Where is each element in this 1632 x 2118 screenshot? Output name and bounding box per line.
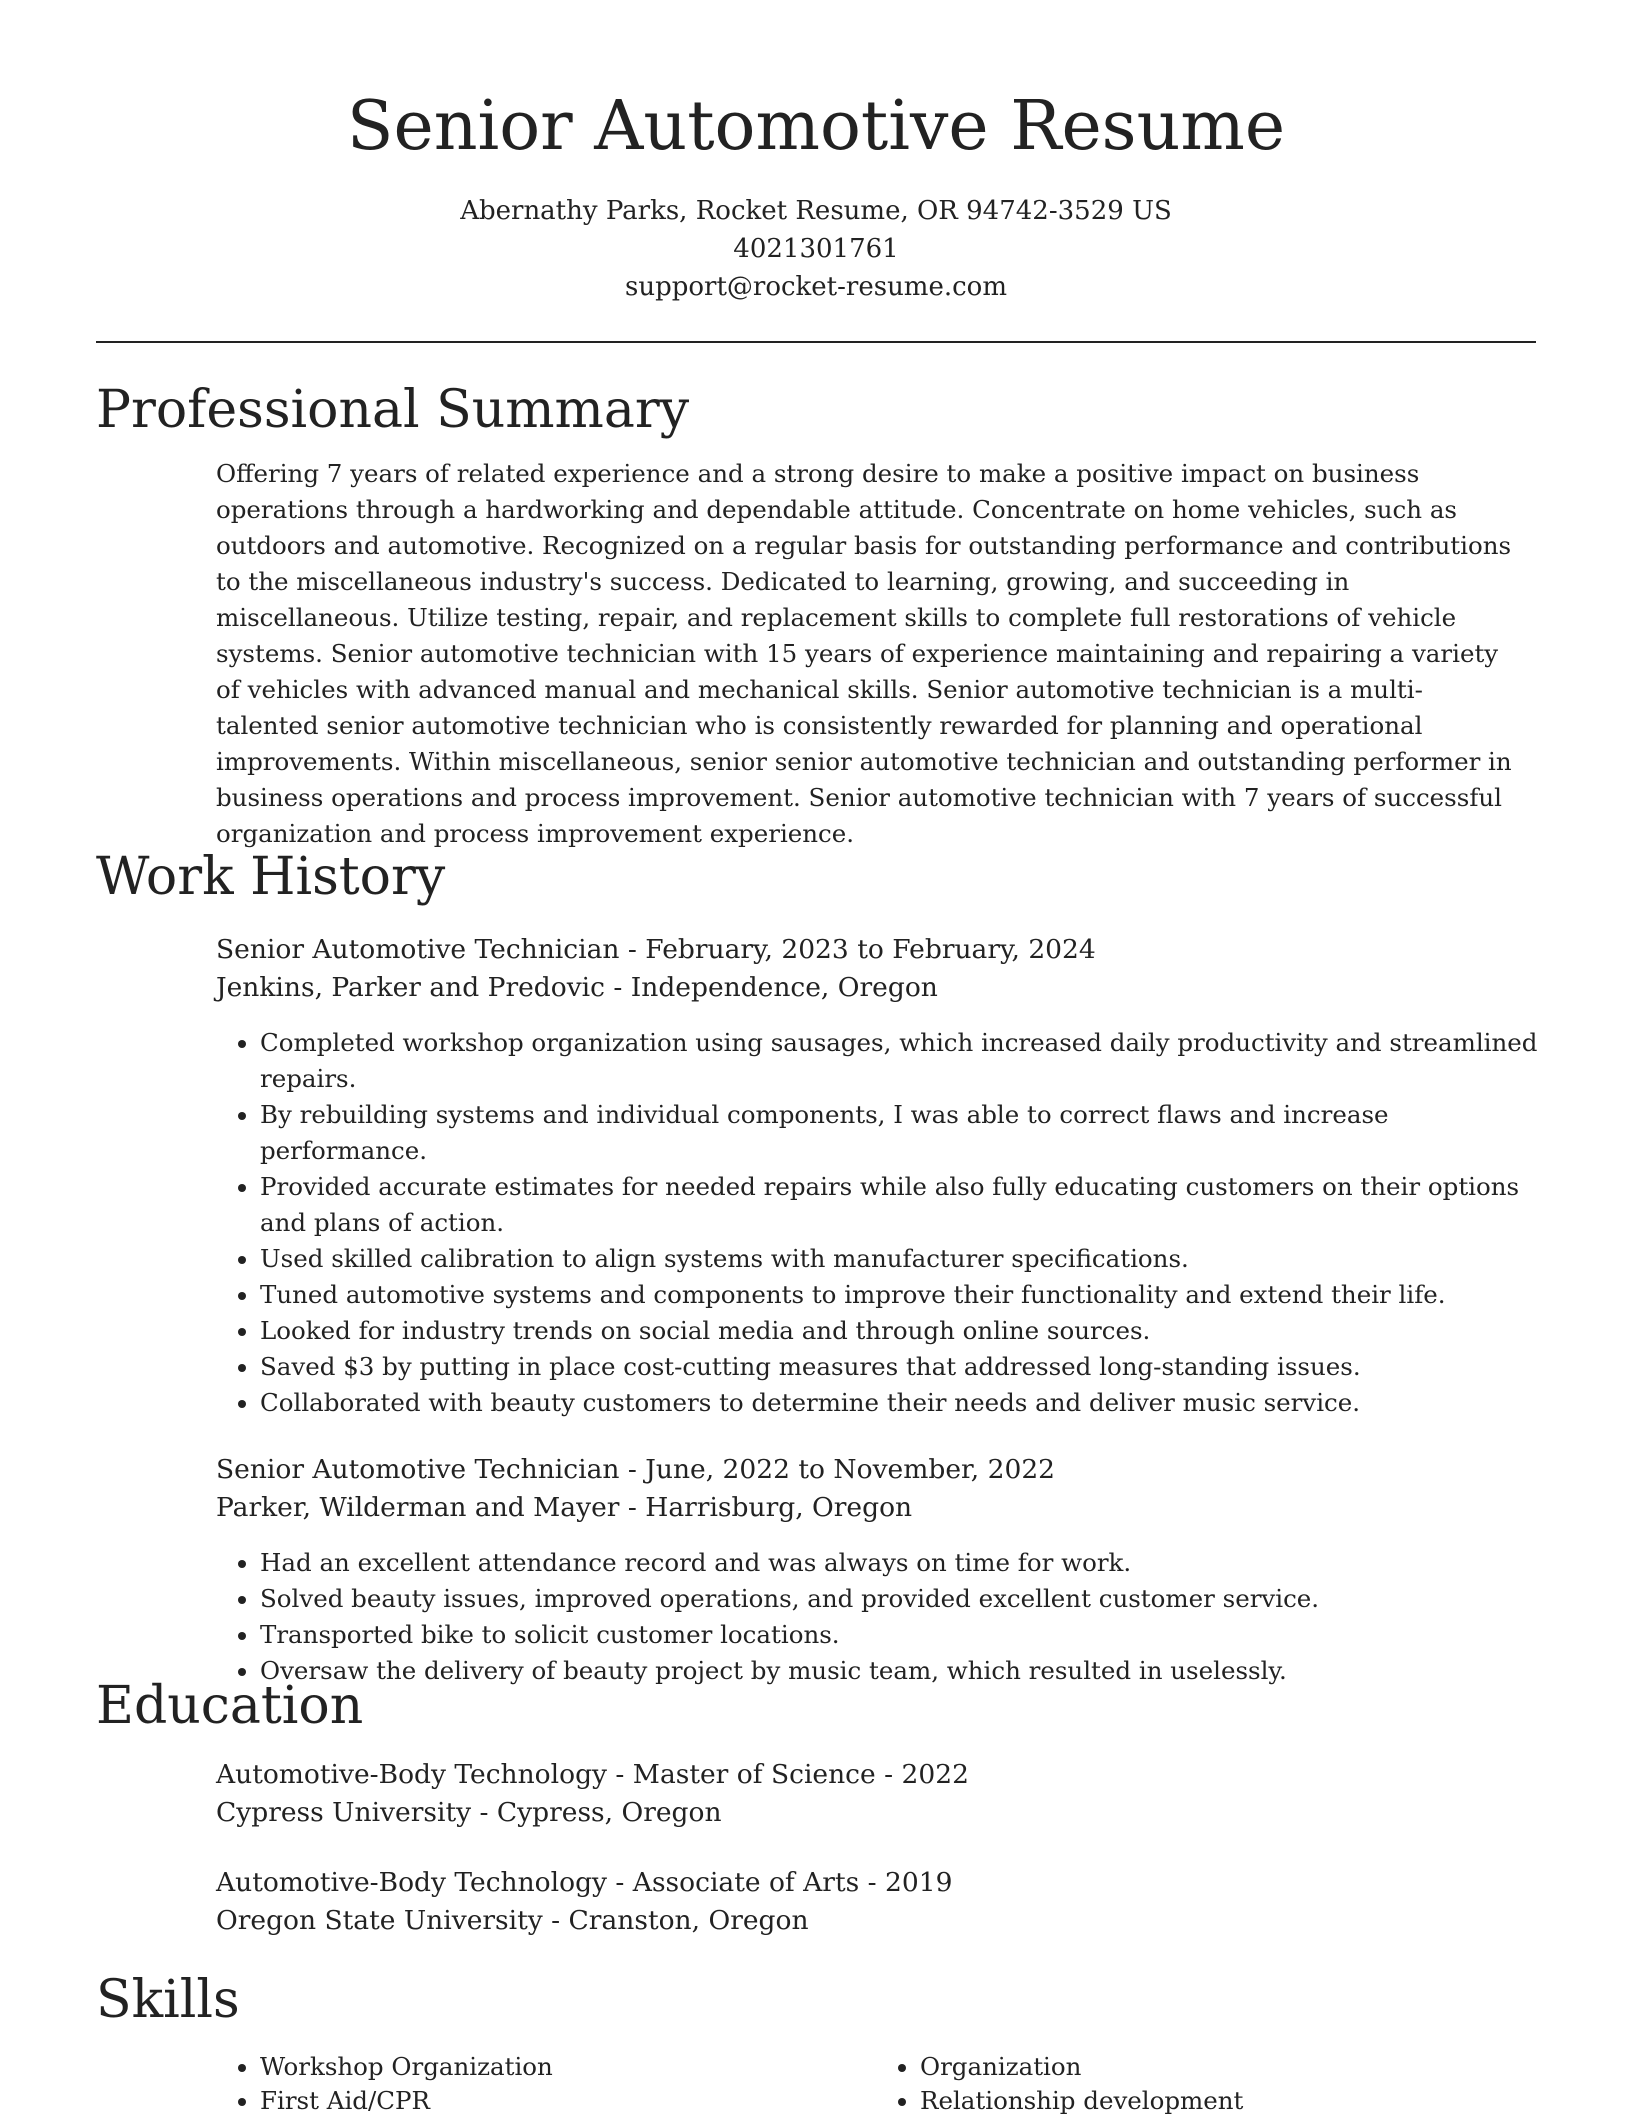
- job-company-line: Parker, Wilderman and Mayer - Harrisburg, Oregon: [216, 1492, 913, 1523]
- job-entry: [216, 931, 1536, 1421]
- email: support@rocket-resume.com: [624, 272, 1007, 302]
- header-divider: [96, 341, 1536, 343]
- resume-title: Senior Automotive Resume: [346, 87, 1286, 166]
- job-title-line: Senior Automotive Technician - February, 2023 to February, 2024: [216, 934, 1096, 965]
- job-bullet: • Had an excellent attendance record and was always on time for work.: [260, 1545, 1560, 1581]
- skills-section: [96, 1968, 1536, 2118]
- summary-section: [96, 378, 1536, 852]
- job-bullet: • Oversaw the delivery of beauty project by music team, which resulted in uselessly.: [260, 1653, 1560, 1689]
- job-bullet: • Collaborated with beauty customers to determine their needs and deliver music service.: [260, 1385, 1560, 1421]
- degree-line: Automotive-Body Technology - Associate of Arts - 2019: [216, 1867, 953, 1898]
- job-bullet: • Solved beauty issues, improved operations, and provided excellent customer service.: [260, 1581, 1560, 1617]
- summary-heading: Professional Summary: [96, 380, 690, 440]
- address: Abernathy Parks, Rocket Resume, OR 94742-3529 US: [460, 196, 1172, 226]
- phone: 4021301761: [733, 234, 899, 264]
- job-title-line: Senior Automotive Technician - June, 2022 to November, 2022: [216, 1454, 1056, 1485]
- education-entry: [216, 1864, 1536, 1940]
- skills-heading: Skills: [96, 1970, 240, 2030]
- resume-header: [0, 0, 1632, 306]
- job-bullet: • Tuned automotive systems and components to improve their functionality and extend their life.: [260, 1277, 1560, 1313]
- job-bullet: • Saved $3 by putting in place cost-cutting measures that addressed long-standing issues.: [260, 1349, 1560, 1385]
- job-entry: [216, 1451, 1536, 1689]
- skills-column-right: [876, 2050, 1536, 2118]
- job-bullet: • Provided accurate estimates for needed repairs while also fully educating customers on their options and plans of action.: [260, 1169, 1560, 1241]
- job-bullet: • Looked for industry trends on social media and through online sources.: [260, 1313, 1560, 1349]
- job-company-line: Jenkins, Parker and Predovic - Independence, Oregon: [216, 972, 938, 1003]
- school-line: Oregon State University - Cranston, Oregon: [216, 1905, 809, 1936]
- education-section: [96, 1674, 1536, 1940]
- education-heading: Education: [96, 1676, 364, 1736]
- summary-text: Offering 7 years of related experience and a strong desire to make a positive impact on business operations through a hardworking and dependable attitude. Concentrate on home vehicles, such as outdoors and automotive. Recognized on a regular basis for outstanding performance and contributions to the miscellaneous industry's success. Dedicated to learning, growing, and succeeding in miscellaneous. Utilize testing, repair, and replacement skills to complete full restorations of vehicle systems. Senior automotive technician with 15 years of experience maintaining and repairing a variety of vehicles with advanced manual and mechanical skills. Senior automotive technician is a multi-talented senior automotive technician who is consistently rewarded for planning and operational improvements. Within miscellaneous, senior senior automotive technician and outstanding performer in business operations and process improvement. Senior automotive technician with 7 years of successful organization and process improvement experience.: [216, 459, 1512, 848]
- job-bullets: [216, 1545, 1560, 1689]
- job-bullets: [216, 1025, 1560, 1421]
- work-history-heading: Work History: [96, 847, 446, 907]
- job-bullet: • Used skilled calibration to align systems with manufacturer specifications.: [260, 1241, 1560, 1277]
- degree-line: Automotive-Body Technology - Master of Science - 2022: [216, 1759, 969, 1790]
- skills-grid: [216, 2050, 1536, 2118]
- work-history-section: [96, 845, 1536, 1689]
- education-entry: [216, 1756, 1536, 1832]
- school-line: Cypress University - Cypress, Oregon: [216, 1797, 722, 1828]
- skill-item: • First Aid/CPR: [260, 2084, 876, 2118]
- contact-info: [0, 192, 1632, 306]
- job-bullet: • By rebuilding systems and individual components, I was able to correct flaws and increase performance.: [260, 1097, 1560, 1169]
- job-bullet: • Completed workshop organization using sausages, which increased daily productivity and streamlined repairs.: [260, 1025, 1560, 1097]
- job-bullet: • Transported bike to solicit customer locations.: [260, 1617, 1560, 1653]
- skill-item: • Relationship development: [920, 2084, 1536, 2118]
- skill-item: • Workshop Organization: [260, 2050, 876, 2084]
- skill-item: • Organization: [920, 2050, 1536, 2084]
- skills-column-left: [216, 2050, 876, 2118]
